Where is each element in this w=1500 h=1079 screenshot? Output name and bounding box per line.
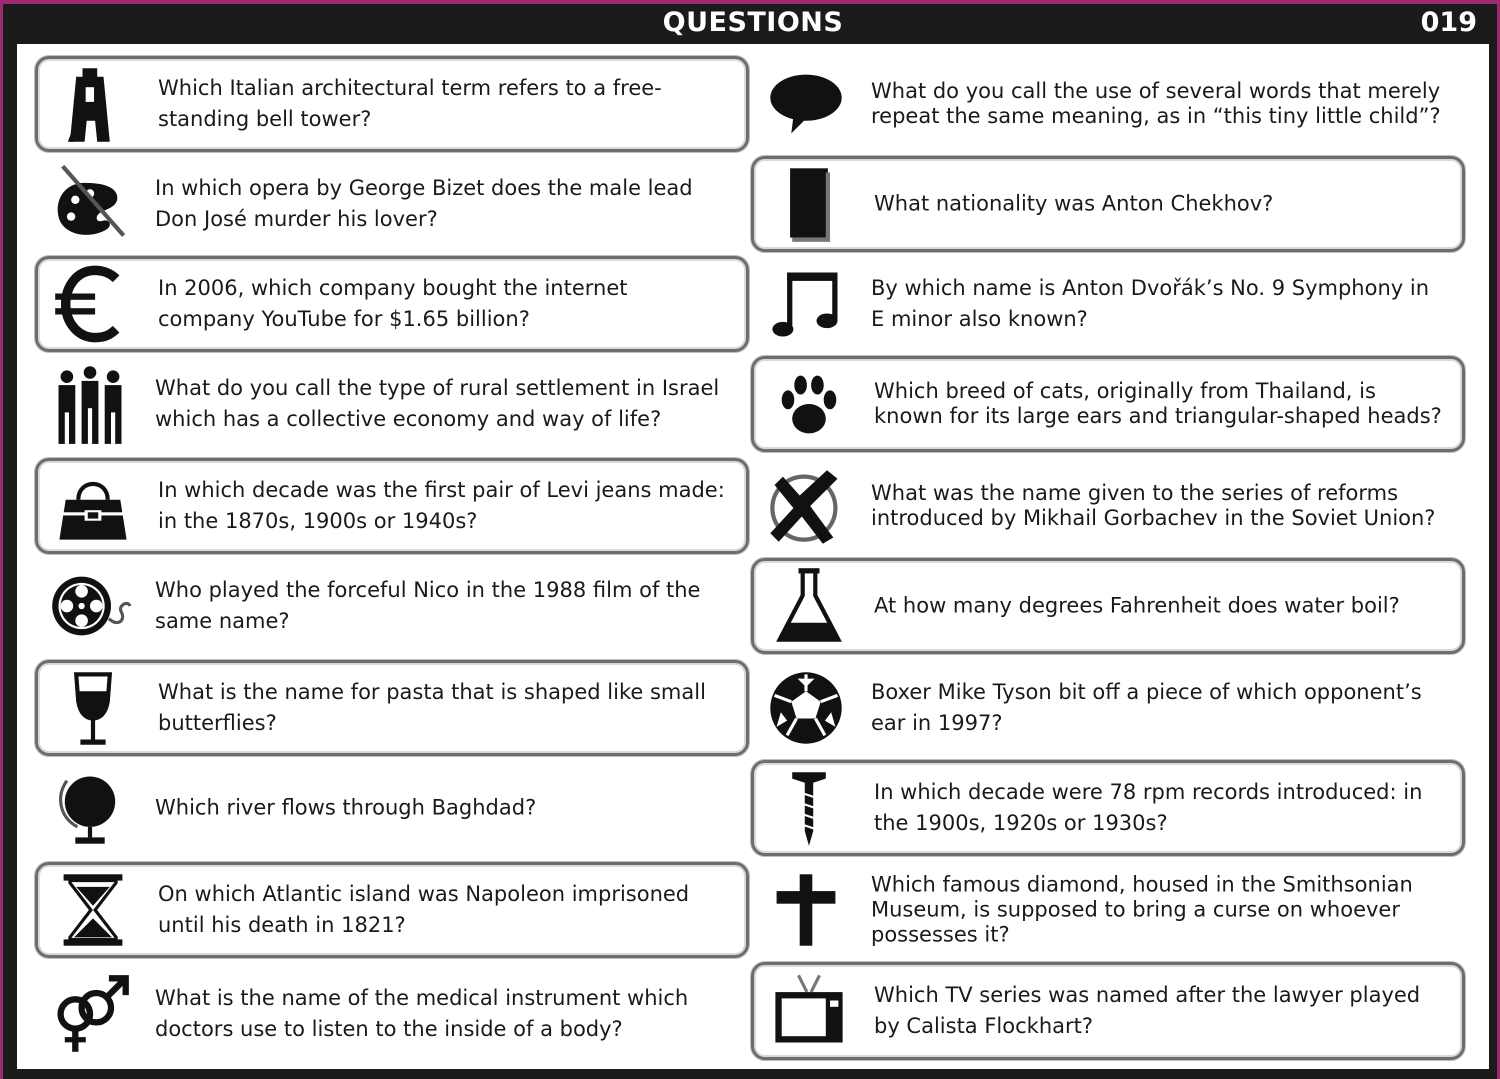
football-icon	[751, 658, 861, 758]
question-row	[751, 156, 1465, 252]
question-text: In 2006, which company bought the internet company YouTube for $1.65 billion?	[158, 276, 628, 331]
wine-glass-icon	[38, 663, 148, 753]
question-text: On which Atlantic island was Napoleon imprisoned until his death in 1821?	[158, 882, 690, 937]
cross-icon	[751, 860, 861, 960]
question-row	[35, 660, 749, 756]
page-title: QUESTIONS	[662, 7, 844, 38]
question-text: What do you call the type of rural settlement in Israel which has a collective economy and way of life?	[155, 376, 720, 431]
palette-icon	[35, 156, 145, 252]
question-text: Which famous diamond, housed in the Smithsonian Museum, is supposed to bring a curse on whoever possesses it?	[871, 872, 1413, 947]
film-reel-icon	[35, 558, 145, 654]
question-text: Boxer Mike Tyson bit off a piece of which opponent’s ear in 1997?	[871, 680, 1422, 735]
question-row	[751, 456, 1465, 556]
paw-icon	[754, 359, 864, 449]
header-bar	[3, 0, 1500, 44]
screw-icon	[754, 763, 864, 853]
question-row	[751, 558, 1465, 654]
question-text: By which name is Anton Dvořák’s No. 9 Symphony in E minor also known?	[871, 276, 1430, 331]
question-text: In which opera by George Bizet does the male lead Don José murder his lover?	[155, 176, 693, 231]
frame-bottom	[3, 1069, 1500, 1079]
tower-icon	[38, 59, 148, 149]
question-row	[751, 860, 1465, 960]
people-icon	[35, 356, 145, 452]
question-text: Which river flows through Baghdad?	[155, 795, 537, 820]
question-row	[35, 356, 749, 452]
question-text: Who played the forceful Nico in the 1988 film of the same name?	[155, 578, 701, 633]
book-icon	[754, 159, 864, 249]
page-number: 019	[1420, 7, 1477, 38]
question-row	[35, 962, 749, 1066]
gender-icon	[35, 962, 145, 1066]
question-row	[35, 760, 749, 856]
music-note-icon	[751, 256, 861, 352]
question-row	[35, 56, 749, 152]
question-row	[751, 962, 1465, 1060]
header-accent-line	[3, 0, 1500, 4]
globe-icon	[35, 760, 145, 856]
television-icon	[754, 965, 864, 1057]
question-row	[35, 458, 749, 554]
question-row	[35, 156, 749, 252]
euro-icon	[38, 259, 148, 349]
questions-area	[17, 44, 1489, 1069]
handbag-icon	[38, 461, 148, 551]
question-text: In which decade were 78 rpm records introduced: in the 1900s, 1920s or 1930s?	[874, 780, 1423, 835]
question-text: What is the name of the medical instrument which doctors use to listen to the inside of a body?	[155, 986, 689, 1041]
question-row	[751, 54, 1465, 154]
question-row	[35, 558, 749, 654]
question-row	[35, 862, 749, 958]
question-text: What nationality was Anton Chekhov?	[874, 191, 1274, 216]
question-text: Which TV series was named after the lawyer played by Calista Flockhart?	[874, 983, 1421, 1038]
speech-bubble-icon	[751, 54, 861, 154]
question-text: What is the name for pasta that is shaped like small butterflies?	[158, 680, 706, 735]
question-row	[35, 256, 749, 352]
flask-icon	[754, 561, 864, 651]
question-text: At how many degrees Fahrenheit does water boil?	[874, 593, 1400, 618]
question-row	[751, 256, 1465, 352]
ballot-cross-icon	[751, 456, 861, 556]
hourglass-icon	[38, 865, 148, 955]
question-row	[751, 356, 1465, 452]
frame-left	[3, 44, 17, 1079]
question-text: Which Italian architectural term refers to a free-standing bell tower?	[158, 76, 662, 131]
question-row	[751, 760, 1465, 856]
question-text: What do you call the use of several words that merely repeat the same meaning, as in “this tiny little child”?	[871, 79, 1441, 128]
question-text: Which breed of cats, originally from Thailand, is known for its large ears and triangular-shaped heads?	[874, 379, 1442, 428]
question-row	[751, 658, 1465, 758]
question-text: In which decade was the first pair of Levi jeans made: in the 1870s, 1900s or 1940s?	[158, 478, 725, 533]
question-text: What was the name given to the series of reforms introduced by Mikhail Gorbachev in the Soviet Union?	[871, 481, 1436, 530]
